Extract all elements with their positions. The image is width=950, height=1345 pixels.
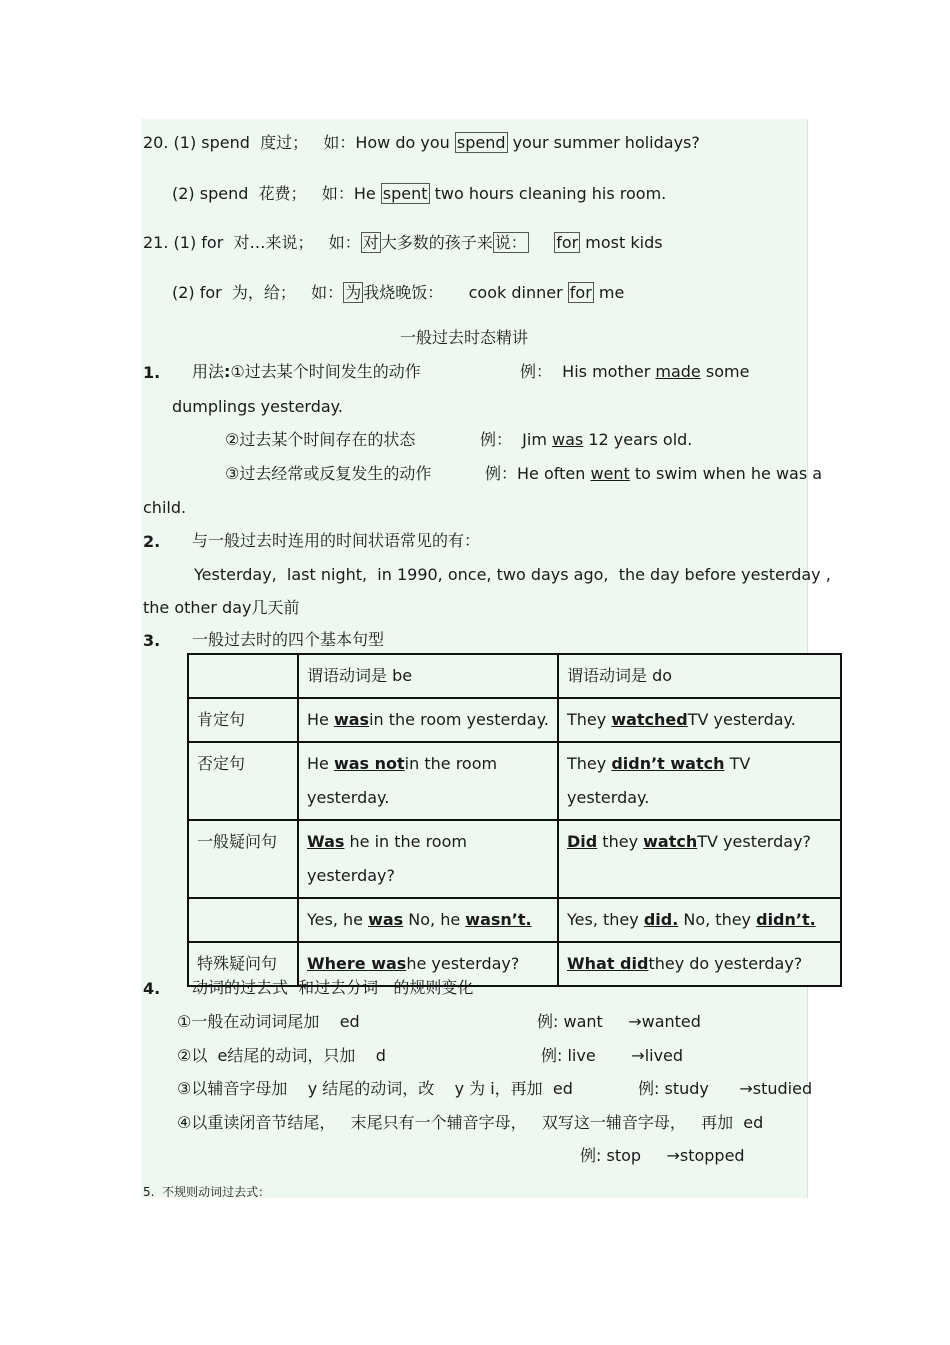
s3-text: 一般过去时的四个基本句型 xyxy=(192,630,385,649)
table-row xyxy=(188,820,841,898)
cell-question-do xyxy=(558,820,841,898)
cell-answer-be xyxy=(298,898,558,942)
rule-2: ②以 e结尾的动词，只加 d xyxy=(177,1046,386,1065)
row-label-affirmative: 肯定句 xyxy=(188,698,298,742)
section-heading: 一般过去时态精讲 xyxy=(400,328,529,347)
s1-example-2-suffix: 12 years old. xyxy=(583,430,693,449)
cell-verb: didn’t watch xyxy=(611,754,725,773)
s1-example-1-prefix: 例： His mother xyxy=(520,362,656,381)
s1-example-3-suffix: to swim when he was a xyxy=(629,464,823,483)
item21-line1-mid: 大多数的孩子来 xyxy=(380,233,493,252)
item20-line1 xyxy=(143,133,700,153)
boxed-word-for-2: for xyxy=(569,283,592,302)
cell-affirmative-do xyxy=(558,698,841,742)
cell-verb: did. xyxy=(643,910,679,929)
cell-verb: was xyxy=(368,910,404,929)
boxed-char-wei: 为 xyxy=(345,283,362,302)
s2-number: 2. xyxy=(143,532,161,551)
rule-3: ③以辅音字母加 y 结尾的动词，改 y 为 i，再加 ed xyxy=(177,1079,573,1098)
item21-line2-suffix: me xyxy=(593,283,625,302)
table-row xyxy=(188,654,841,698)
table-row xyxy=(188,698,841,742)
table-header-empty xyxy=(188,654,298,698)
item20-line2-suffix: two hours cleaning his room. xyxy=(429,184,667,203)
s1-label: 用法 xyxy=(192,362,225,381)
boxed-char-dui: 对 xyxy=(362,233,379,252)
s1-example-3 xyxy=(485,464,822,484)
item21-line1 xyxy=(143,233,663,253)
cell-verb: watched xyxy=(611,710,688,729)
cell-verb: didn’t. xyxy=(756,910,816,929)
cell-verb: was not xyxy=(333,754,405,773)
item21-line2-mid: 我烧晚饭： cook dinner xyxy=(363,283,568,302)
rule-3-example: 例: study →studied xyxy=(638,1079,813,1098)
s3-number: 3. xyxy=(143,631,161,650)
boxed-word-spent: spent xyxy=(382,184,428,203)
cell-verb: wasn’t. xyxy=(465,910,532,929)
cell-text: He xyxy=(307,710,334,729)
item21-line1-suffix: most kids xyxy=(580,233,663,252)
item21-line2-prefix: (2) for 为，给； 如： xyxy=(172,283,344,302)
s4-number: 4. xyxy=(143,979,161,998)
s1-example-2-prefix: 例： Jim xyxy=(480,430,553,449)
rule-4-example: 例: stop →stopped xyxy=(580,1146,745,1165)
s1-example-2 xyxy=(480,430,692,450)
s1-example-3-cont: child. xyxy=(143,498,187,517)
table-header-do: 谓语动词是 do xyxy=(558,654,841,698)
cell-text: No, they xyxy=(678,910,757,929)
cell-negative-do xyxy=(558,742,841,820)
item20-line2 xyxy=(172,184,666,204)
cell-text: Yes, they xyxy=(567,910,644,929)
s1-example-3-prefix: 例：He often xyxy=(485,464,591,483)
cell-affirmative-be xyxy=(298,698,558,742)
row-label-question: 一般疑问句 xyxy=(188,820,298,898)
cell-text: in the room yesterday. xyxy=(307,754,498,807)
cell-answer-do xyxy=(558,898,841,942)
s1-usage-2: ②过去某个时间存在的状态 xyxy=(225,430,416,449)
boxed-chars-shuo: 说： xyxy=(494,233,527,252)
s1-example-1-suffix: some xyxy=(700,362,750,381)
boxed-word-for: for xyxy=(556,233,579,252)
table-header-be: 谓语动词是 be xyxy=(298,654,558,698)
cell-text: Yes, he xyxy=(307,910,369,929)
cell-verb: Did xyxy=(567,832,598,851)
s1-example-1-verb: made xyxy=(655,362,701,381)
cell-verb: watch xyxy=(643,832,698,851)
s1-example-2-verb: was xyxy=(552,430,584,449)
s2-line2: the other day几天前 xyxy=(143,598,300,617)
item20-line1-suffix: your summer holidays? xyxy=(507,133,700,152)
s4-text: 动词的过去式 和过去分词 的规则变化 xyxy=(192,978,474,997)
cell-wh-do xyxy=(558,942,841,986)
cell-verb: was xyxy=(333,710,370,729)
cell-verb: Where was xyxy=(307,954,407,973)
item21-line1-prefix: 21. (1) for 对…来说； 如： xyxy=(143,233,361,252)
s2-line1: Yesterday, last night, in 1990, once, two days ago, the day before yesterday , xyxy=(194,565,831,584)
table-row xyxy=(188,742,841,820)
cell-text: They xyxy=(567,710,612,729)
s1-example-3-verb: went xyxy=(590,464,630,483)
cell-text: He xyxy=(307,754,334,773)
s1-usage-1-text: ①过去某个时间发生的动作 xyxy=(230,362,421,381)
boxed-word-spend: spend xyxy=(456,133,506,152)
s1-colon: : xyxy=(224,362,231,381)
rule-1: ①一般在动词词尾加 ed xyxy=(177,1012,360,1031)
cell-negative-be xyxy=(298,742,558,820)
s1-usage-1 xyxy=(192,362,421,382)
row-label-negative: 否定句 xyxy=(188,742,298,820)
item20-line1-prefix: 20. (1) spend 度过； 如：How do you xyxy=(143,133,455,152)
row-label-wh-question: 特殊疑问句 xyxy=(188,942,298,986)
s1-usage-3: ③过去经常或反复发生的动作 xyxy=(225,464,432,483)
cell-text: in the room yesterday. xyxy=(369,710,549,729)
s5-text: 5. 不规则动词过去式： xyxy=(143,1185,271,1199)
cell-question-be xyxy=(298,820,558,898)
s1-example-1 xyxy=(520,362,749,382)
cell-text: No, he xyxy=(403,910,466,929)
cell-text: TV yesterday? xyxy=(697,832,812,851)
cell-text: they do yesterday? xyxy=(648,954,803,973)
s1-number: 1. xyxy=(143,363,161,382)
table-row xyxy=(188,898,841,942)
rule-1-example: 例: want →wanted xyxy=(537,1012,701,1031)
cell-text: he yesterday? xyxy=(406,954,520,973)
item21-line1-gap xyxy=(529,233,554,252)
cell-text: he in the room yesterday? xyxy=(307,832,467,885)
cell-text: TV yesterday. xyxy=(687,710,796,729)
cell-text: TV yesterday. xyxy=(567,754,751,807)
item20-line2-prefix: (2) spend 花费； 如：He xyxy=(172,184,381,203)
rule-4: ④以重读闭音节结尾， 末尾只有一个辅音字母， 双写这一辅音字母， 再加 ed xyxy=(177,1113,764,1132)
cell-text: They xyxy=(567,754,612,773)
cell-verb: Was xyxy=(307,832,345,851)
row-label-answer-empty xyxy=(188,898,298,942)
sentence-pattern-table xyxy=(187,653,842,987)
s1-example-1-cont: dumplings yesterday. xyxy=(172,397,343,416)
cell-text: they xyxy=(597,832,644,851)
item21-line2 xyxy=(172,283,624,303)
s2-text: 与一般过去时连用的时间状语常见的有： xyxy=(192,531,481,550)
cell-verb: What did xyxy=(567,954,649,973)
rule-2-example: 例: live →lived xyxy=(541,1046,684,1065)
